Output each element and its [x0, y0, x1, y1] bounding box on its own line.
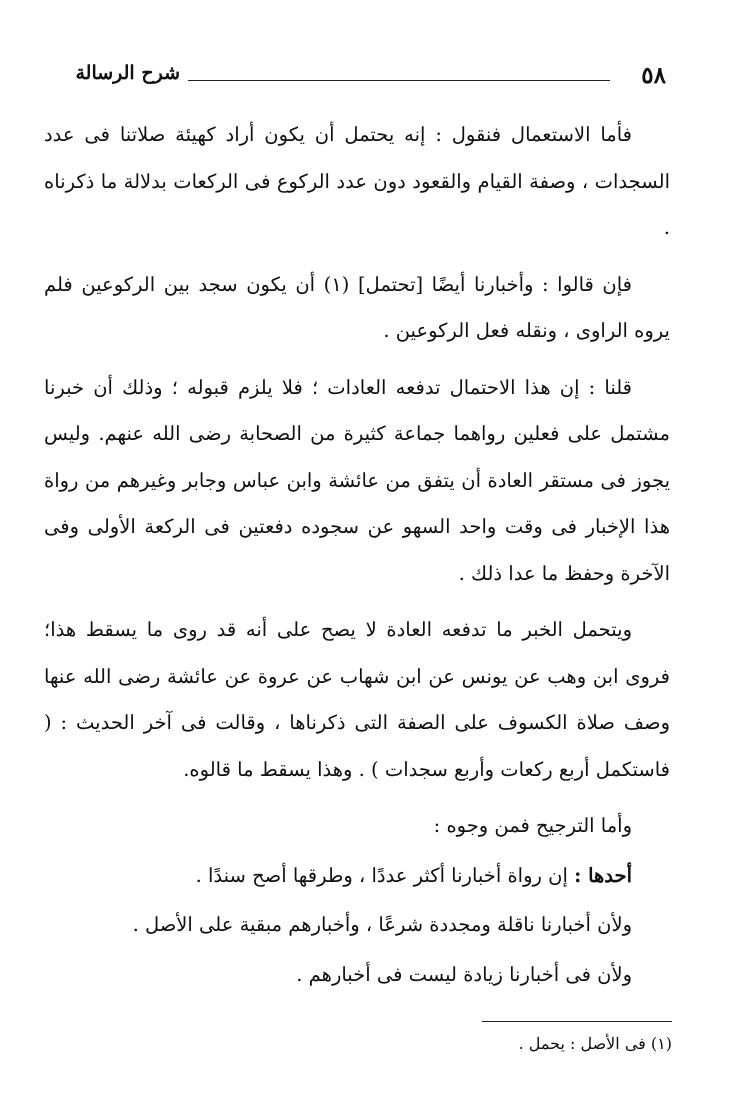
page-body [44, 112, 670, 1001]
page-header [28, 62, 668, 96]
paragraph: فأما الاستعمال فنقول : إنه يحتمل أن يكون أراد كهيئة صلاتنا فى عدد السجدات ، وصفة القيام والقعود دون عدد الركوع فى الركعات بدلالة ما ذكرناه . [44, 123, 670, 239]
reason-label: أحدها : [574, 863, 632, 887]
reason-item [44, 853, 670, 900]
page-number: ٥٨ [641, 62, 666, 89]
running-title: شرح الرسالة [75, 62, 180, 84]
footnote: (١) فى الأصل : يحمل . [518, 1034, 672, 1053]
reason-text: إن رواة أخبارنا أكثر عددًا ، وطرقها أصح سندًا . [195, 863, 575, 887]
reason-item: ولأن فى أخبارنا زيادة ليست فى أخبارهم . [296, 962, 632, 986]
paragraph: قلنا : إن هذا الاحتمال تدفعه العادات ؛ فلا يلزم قبوله ؛ وذلك أن خبرنا مشتمل على فعلين رواهما جماعة كثيرة من الصحابة رضى الله عنهم. وليس يجوز فى مستقر العادة أن يتفق من عائشة وابن عباس وجابر وغيرهم من رواة هذا الإخبار فى وقت واحد السهو عن سجوده دفعتين فى الركعة الأولى وفى الآخرة وحفظ ما عدا ذلك . [44, 375, 670, 585]
footnote-rule [482, 1021, 672, 1022]
header-rule [188, 80, 610, 81]
paragraph: ويتحمل الخبر ما تدفعه العادة لا يصح على أنه قد روى ما يسقط هذا؛ فروى ابن وهب عن يونس عن ابن شهاب عن عروة عن عائشة رضى الله عنها وصف صلاة الكسوف على الصفة التى ذكرناها ، وقالت فى آخر الحديث : ( فاستكمل أربع ركعات وأربع سجدات ) . وهذا يسقط ما قالوه. [44, 618, 670, 781]
paragraph: فإن قالوا : وأخبارنا أيضًا [تحتمل] (١) أن يكون سجد بين الركوعين فلم يروه الراوى ، ونقله فعل الركوعين . [44, 272, 670, 342]
reason-item: ولأن أخبارنا ناقلة ومجددة شرعًا ، وأخبارهم مبقية على الأصل . [132, 913, 632, 936]
paragraph: وأما الترجيح فمن وجوه : [433, 814, 632, 837]
